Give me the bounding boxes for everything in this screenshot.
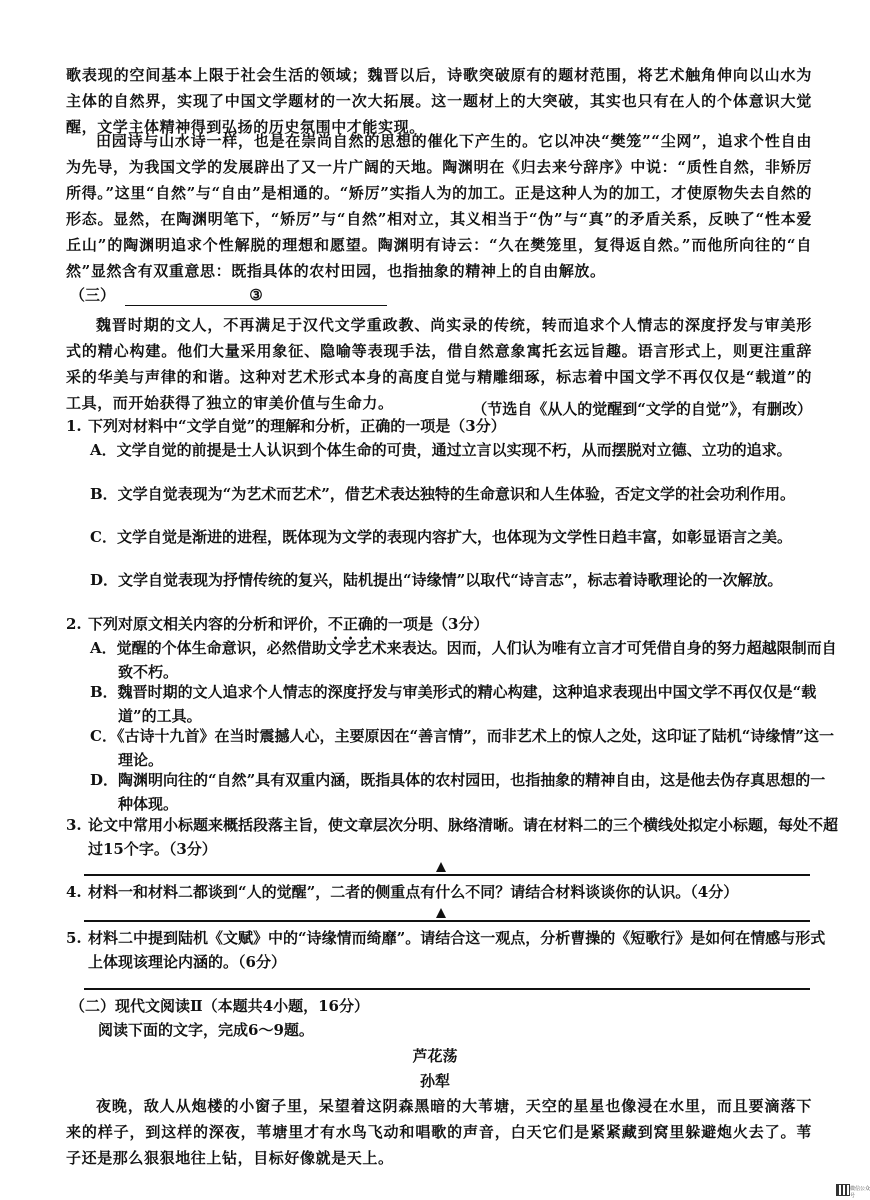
question-1-stem: 下列对材料中“文学自觉”的理解和分析，正确的一项是（3分） [88,417,506,435]
question-2-option-b: B．魏晋时期的文人追求个人情志的深度抒发与审美形式的精心构建，这种追求表现出中国文学不再仅仅是“载道”的工具。 [90,683,817,725]
article-paragraph-1: 夜晚，敌人从炮楼的小窗子里，呆望着这阴森黑暗的大苇塘，天空的星星也像浸在水里，而且要滴落下来的样子，到这样的深夜，苇塘里才有水鸟飞动和唱歌的声音，白天它们是紧紧藏到窝里躲避炮火去了。苇子还是那么狠狠地往上钻，目标好像就是天上。 [66,1097,812,1167]
question-1-option-c: C．文学自觉是渐进的进程，既体现为文学的表现内容扩大，也体现为文学性日趋丰富，如彰显语言之美。 [90,528,792,546]
question-1-option-a: A．文学自觉的前提是士人认识到个体生命的可贵，通过立言以实现不朽，从而摆脱对立德、立功的追求。 [90,441,792,459]
subheading-3-blank: ③ [125,285,387,306]
source-note: （节选自《从人的觉醒到“文学的自觉”》，有删改） [472,400,812,418]
question-2-option-c: C．《古诗十九首》在当时震撼人心，主要原因在“善言情”，而非艺术上的惊人之处，这印证了陆机“诗缘情”这一理论。 [90,727,834,769]
answer-line-5[interactable] [84,988,810,990]
paragraph-subject-expansion: 歌表现的空间基本上限于社会生活的领域；魏晋以后，诗歌突破原有的题材范围，将艺术触角伸向以山水为主体的自然界，实现了中国文学题材的一次大拓展。这一题材上的大突破，其实也只有在人的个体意识大觉醒，文学主体精神得到弘扬的历史氛围中才能实现。 [66,66,812,136]
watermark-text: 微信公众号 [850,1186,870,1199]
question-4-text: 材料一和材料二都谈到“人的觉醒”，二者的侧重点有什么不同？请结合材料谈谈你的认识。（4分） [88,883,739,901]
section-instruction: 阅读下面的文字，完成6～9题。 [98,1021,314,1039]
question-3 [66,813,838,861]
question-number: 3. [66,816,82,834]
article-title: 芦花荡 [412,1047,458,1065]
question-number: 5. [66,929,82,947]
answer-marker-triangle-icon [436,908,446,918]
section-heading: （二）现代文阅读Ⅱ（本题共4小题，16分） [70,997,369,1015]
question-number: 4. [66,883,82,901]
question-number: 1. [66,417,82,435]
paragraph-tianyuan-poetry: 田园诗与山水诗一样，也是在崇尚自然的思想的催化下产生的。它以冲决“樊笼”“尘网”，追求个性自由为先导，为我国文学的发展辟出了又一片广阔的天地。陶渊明在《归去来兮辞序》中说：“质性自然，非矫厉所得。”这里“自然”与“自由”是相通的。“矫厉”实指人为的加工。正是这种人为的加工，才使原物失去自然的形态。显然，在陶渊明笔下，“矫厉”与“自然”相对立，其义相当于“伪”与“真”的矛盾关系，反映了“性本爱丘山”的陶渊明追求个性解脱的理想和愿望。陶渊明有诗云：“久在樊笼里，复得返自然。”而他所向往的“自然”显然含有双重意思：既指具体的农村田园，也指抽象的精神上的自由解放。 [66,132,812,280]
question-1 [66,414,816,438]
question-2-stem-emphasis: 不正确 [328,615,374,633]
question-2-stem-before: 下列对原文相关内容的分析和评价， [88,615,329,633]
question-3-text: 论文中常用小标题来概括段落主旨，使文章层次分明、脉络清晰。请在材料二的三个横线处拟定小标题，每处不超过15个字。（3分） [88,816,839,858]
question-2-stem-after: 的一项是（3分） [373,615,489,633]
paragraph-weijin-literati: 魏晋时期的文人，不再满足于汉代文学重政教、尚实录的传统，转而追求个人情志的深度抒发与审美形式的精心构建。他们大量采用象征、隐喻等表现手法，借自然意象寓托玄远旨趣。语言形式上，则更注重辞采的华美与声律的和谐。这种对艺术形式本身的高度自觉与精雕细琢，标志着中国文学不再仅仅是“载道”的工具，而开始获得了独立的审美价值与生命力。 [66,316,812,412]
question-5-text: 材料二中提到陆机《文赋》中的“诗缘情而绮靡”。请结合这一观点，分析曹操的《短歌行》是如何在情感与形式上体现该理论内涵的。（6分） [88,929,826,971]
subheading-3-label: （三） [70,286,116,304]
question-2-option-d: D．陶渊明向往的“自然”具有双重内涵，既指具体的农村园田，也指抽象的精神自由，这是他去伪存真思想的一种体现。 [90,771,826,813]
answer-line-4[interactable] [84,920,810,922]
question-4 [66,880,816,904]
question-2-option-a: A．觉醒的个体生命意识，必然借助文学艺术来表达。因而，人们认为唯有立言才可凭借自身的努力超越限制而自致不朽。 [90,639,837,681]
answer-marker-triangle-icon [436,862,446,872]
question-number: 2. [66,615,82,633]
article-author: 孙犁 [419,1072,450,1090]
question-1-option-d: D．文学自觉表现为抒情传统的复兴，陆机提出“诗缘情”以取代“诗言志”，标志着诗歌理论的一次解放。 [90,571,783,589]
question-5 [66,926,838,974]
qr-code-icon [836,1184,850,1196]
question-1-option-b: B．文学自觉表现为“为艺术而艺术”，借艺术表达独特的生命意识和人生体验，否定文学的社会功利作用。 [90,485,795,503]
answer-line-3[interactable] [84,874,810,876]
subheading-3 [70,284,387,306]
